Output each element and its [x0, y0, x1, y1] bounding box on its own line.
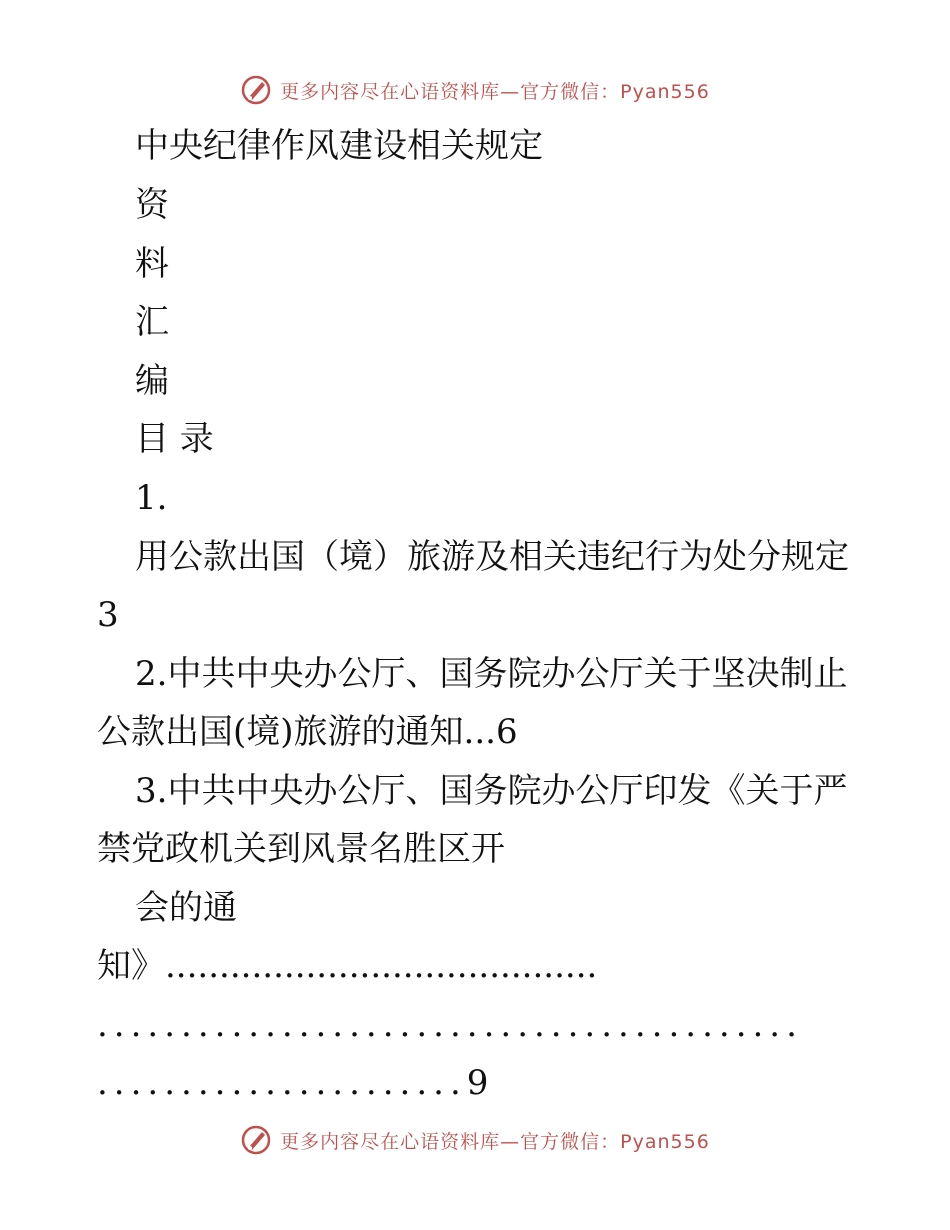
toc-item-3-line-1: 3.中共中央办公厅、国务院办公厅印发《关于严 [135, 771, 848, 811]
vertical-char: 编 [135, 361, 169, 401]
toc-item-2-line-1: 2.中共中央办公厅、国务院办公厅关于坚决制止 [135, 654, 848, 694]
toc-item-1-text: 用公款出国（境）旅游及相关违纪行为处分规定 [135, 537, 849, 577]
vertical-char: 料 [135, 244, 169, 284]
document-title: 中央纪律作风建设相关规定 [135, 126, 543, 166]
watermark-header [0, 70, 950, 110]
watermark-text: 更多内容尽在心语资料库—官方微信：Pyan556 [280, 1130, 710, 1153]
pen-logo-icon [240, 1124, 272, 1156]
vertical-char: 资 [135, 185, 169, 225]
toc-item-2-line-2: 公款出国(境)旅游的通知...6 [97, 712, 518, 752]
toc-item-3-line-4: 知》........................................ [97, 946, 598, 986]
toc-item-3-line-2: 禁党政机关到风景名胜区开 [97, 829, 505, 869]
pen-logo-icon [240, 74, 272, 106]
watermark-footer [0, 1120, 950, 1160]
toc-item-3-line-3: 会的通 [135, 888, 237, 928]
vertical-char: 汇 [135, 302, 169, 342]
watermark-text: 更多内容尽在心语资料库—官方微信：Pyan556 [280, 80, 710, 103]
toc-item-1-number: 1. [135, 478, 168, 518]
toc-heading: 目 录 [135, 419, 214, 459]
toc-item-1-page: 3 [97, 595, 119, 635]
toc-item-3-line-6: ......................9 [97, 1063, 495, 1103]
toc-item-3-line-5: .......................................... [97, 1005, 803, 1045]
